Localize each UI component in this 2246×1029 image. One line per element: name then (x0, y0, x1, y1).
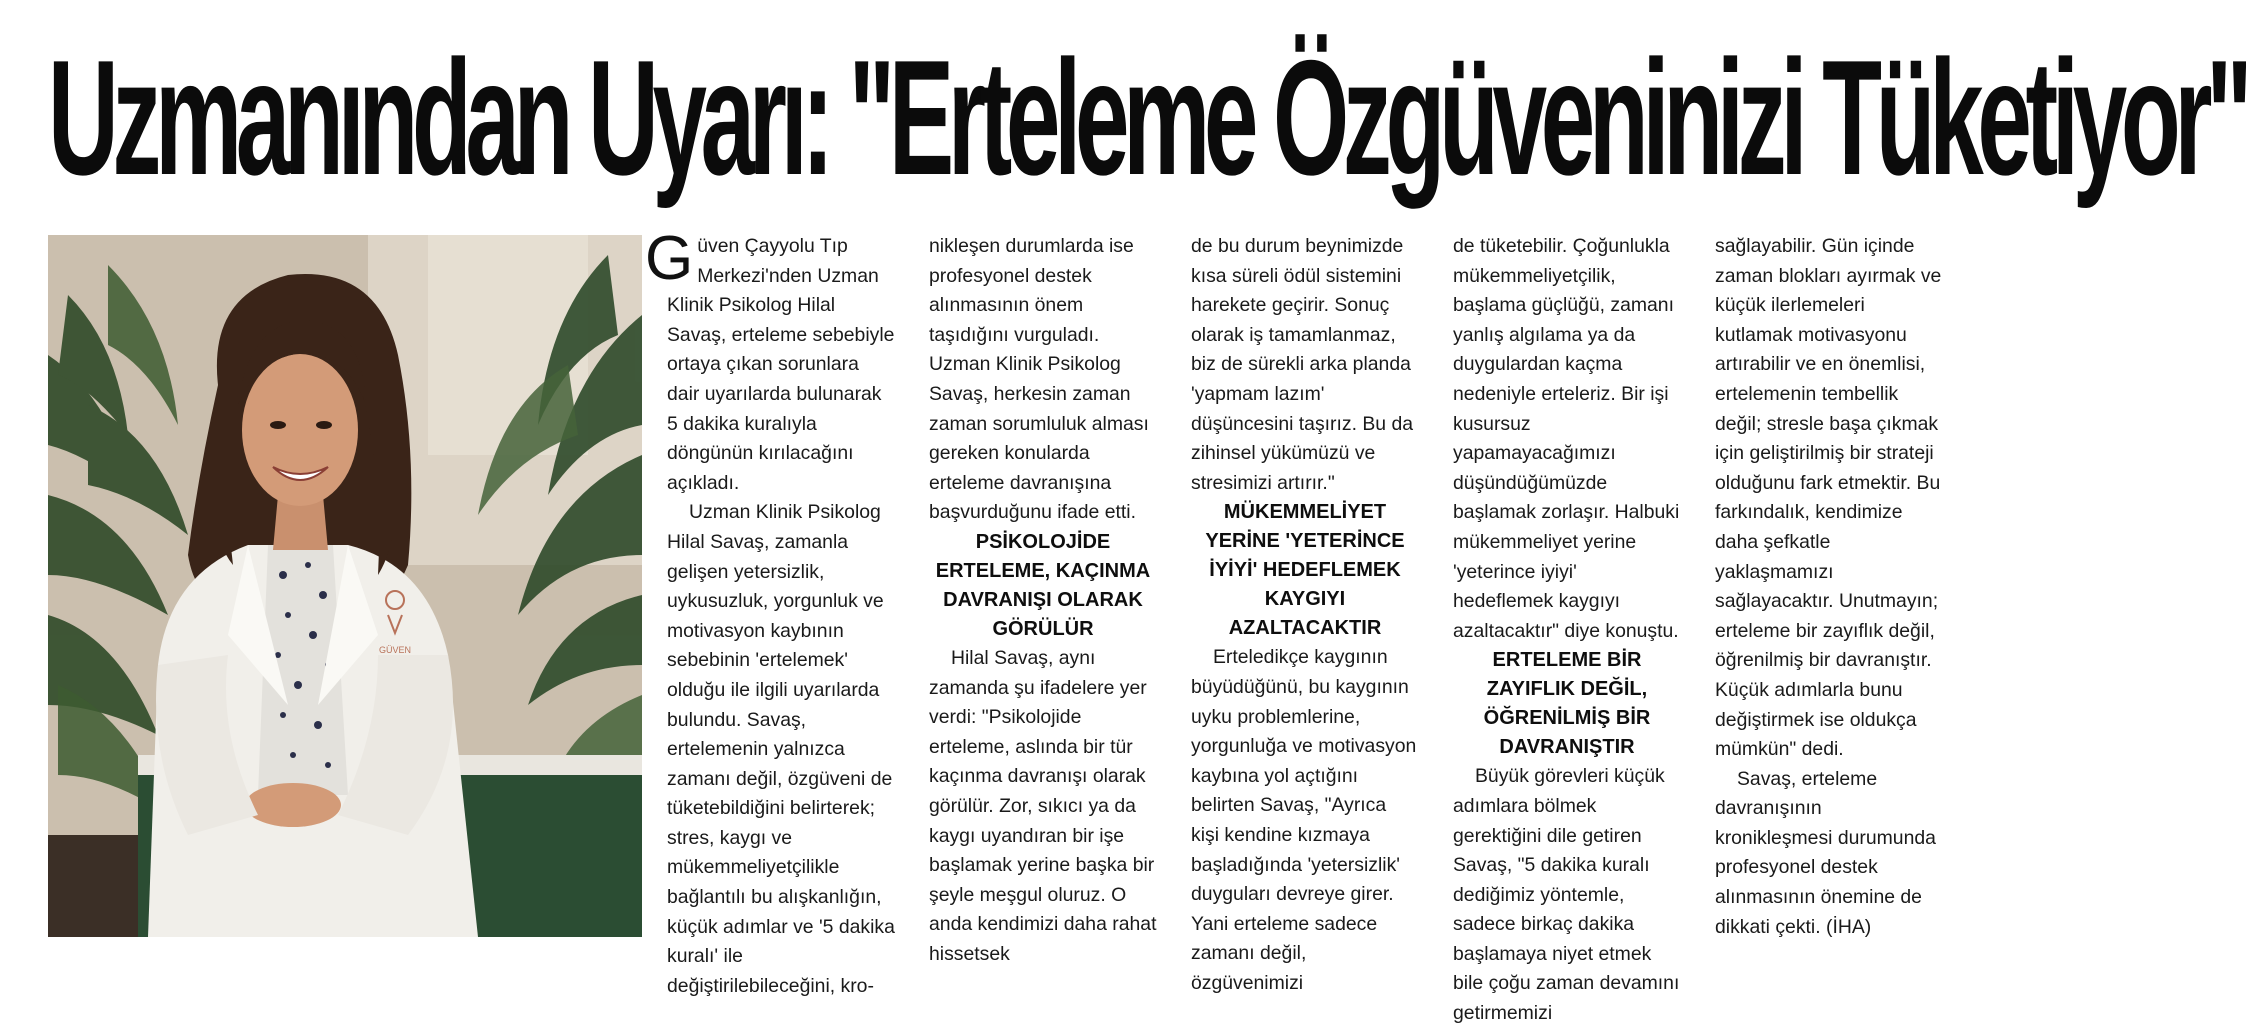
column-5 (1715, 232, 1943, 942)
dropcap: G (645, 224, 694, 293)
intro-paragraph: Güven Çayyolu Tıp Merkezi'nden Uzman Klinik Psikolog Hilal Savaş, erteleme sebebiyle ortaya çıkan sorunlara dair uyarılarda bulunarak 5 dakika kuralıyla döngünün kırılacağını açıkladı. (645, 224, 895, 494)
paragraph: de bu durum beynimizde kısa süreli ödül sistemini harekete geçirir. Sonuç olarak iş tamamlanmaz, biz de sürekli arka planda 'yapmam lazım' düşüncesini taşırız. Bu da zihinsel yükümüzü ve stresimizi artırır." (1191, 235, 1414, 494)
subheading: ERTELEME BİR ZAYIFLIK DEĞİL, ÖĞRENİLMİŞ BİR DAVRANIŞTIR (1483, 649, 1651, 759)
column-1 (645, 224, 895, 997)
subheading: MÜKEMMELİYET YERİNE 'YETERİNCE İYİYİ' HEDEFLEMEK KAYGIYI AZALTACAKTIR (1205, 501, 1405, 640)
coat-logo-text: GÜVEN (378, 645, 412, 655)
paragraph: de tüketebilir. Çoğunlukla mükemmeliyetçilik, başlama güçlüğü, zamanı yanlış algılama ya da duygulardan kaçma nedeniyle erteleriz. Bir işi kusursuz yapamayacağımızı düşündüğümüzde başlamak zorlaşır. Halbuki mükemmeliyet yerine 'yeterince iyiyi' hedeflemek kaygıyı azaltacaktır" diye konuştu. (1453, 235, 1680, 642)
paragraph: Erteledikçe kaygının büyüdüğünü, bu kaygının uyku problemlerine, yorgunluğa ve motivasyon kaybına yol açtığını belirten Savaş, "Ayrıca kişi kendine kızmaya başladığında 'yetersizlik' duyguları devreye girer. Yani erteleme sadece zamanı değil, özgüvenimizi (1191, 646, 1417, 994)
column-2 (929, 232, 1157, 965)
paragraph: Büyük görevleri küçük adımlara bölmek gerektiğini dile getiren Savaş, "5 dakika kuralı dediğimiz yöntemle, sadece birkaç dakika başlamaya niyet etmek bile çoğu zaman devamını getirmemizi (1453, 765, 1680, 1025)
paragraph: Uzman Klinik Psikolog Hilal Savaş, zamanla gelişen yetersizlik, uykusuzluk, yorgunluk ve motivasyon kaybının sebebinin 'ertelemek' olduğu ile ilgili uyarılarda bulundu. Savaş, ertelemenin yalnızca zamanı değil, özgüveni de tüketebildiğini belirterek; stres, kaygı ve mükemmeliyetçilikle bağlantılı bu alışkanlığın, küçük adımlar ve '5 dakika kuralı' ile değiştirilebileceğini, kro- (667, 501, 895, 997)
psychologist-portrait-image (48, 235, 642, 937)
paragraph: sağlayabilir. Gün içinde zaman blokları ayırmak ve küçük ilerlemeleri kutlamak motivasyonu artırabilir ve en önemlisi, ertelemenin tembellik değil; stresle başa çıkmak için geliştirilmiş bir strateji olduğunu fark etmektir. Bu farkındalık, kendimize daha şefkatle yaklaşmamızı sağlayacaktır. Unutmayın; erteleme bir zayıflık değil, öğrenilmiş bir davranıştır. Küçük adımlarla bunu değiştirmek ise oldukça mümkün" dedi. (1715, 235, 1942, 761)
subheading: PSİKOLOJİDE ERTELEME, KAÇINMA DAVRANIŞI OLARAK GÖRÜLÜR (935, 530, 1151, 640)
column-4 (1453, 232, 1681, 1025)
article-photo (48, 235, 642, 937)
column-3 (1191, 232, 1419, 994)
headline: Uzmanından Uyarı: "Erteleme Özgüveninizi Tüketiyor" (48, 27, 2246, 210)
paragraph: nikleşen durumlarda ise profesyonel destek alınmasının önem taşıdığını vurguladı. Uzman Klinik Psikolog Savaş, herkesin zaman zaman sorumluluk alması gereken konularda erteleme davranışına başvurduğunu ifade etti. (929, 235, 1149, 524)
paragraph: Hilal Savaş, aynı zamanda şu ifadelere yer verdi: "Psikolojide erteleme, aslında bir tür kaçınma davranışı olarak görülür. Zor, sıkıcı ya da kaygı uyandıran bir işe başlamak yerine başka bir şeyle meşgul oluruz. O anda kendimizi daha rahat hissetsek (929, 646, 1157, 965)
paragraph: Savaş, erteleme davranışının kronikleşmesi durumunda profesyonel destek alınmasının önemine de dikkati çekti. (İHA) (1715, 767, 1936, 938)
article-body (645, 224, 2212, 1025)
